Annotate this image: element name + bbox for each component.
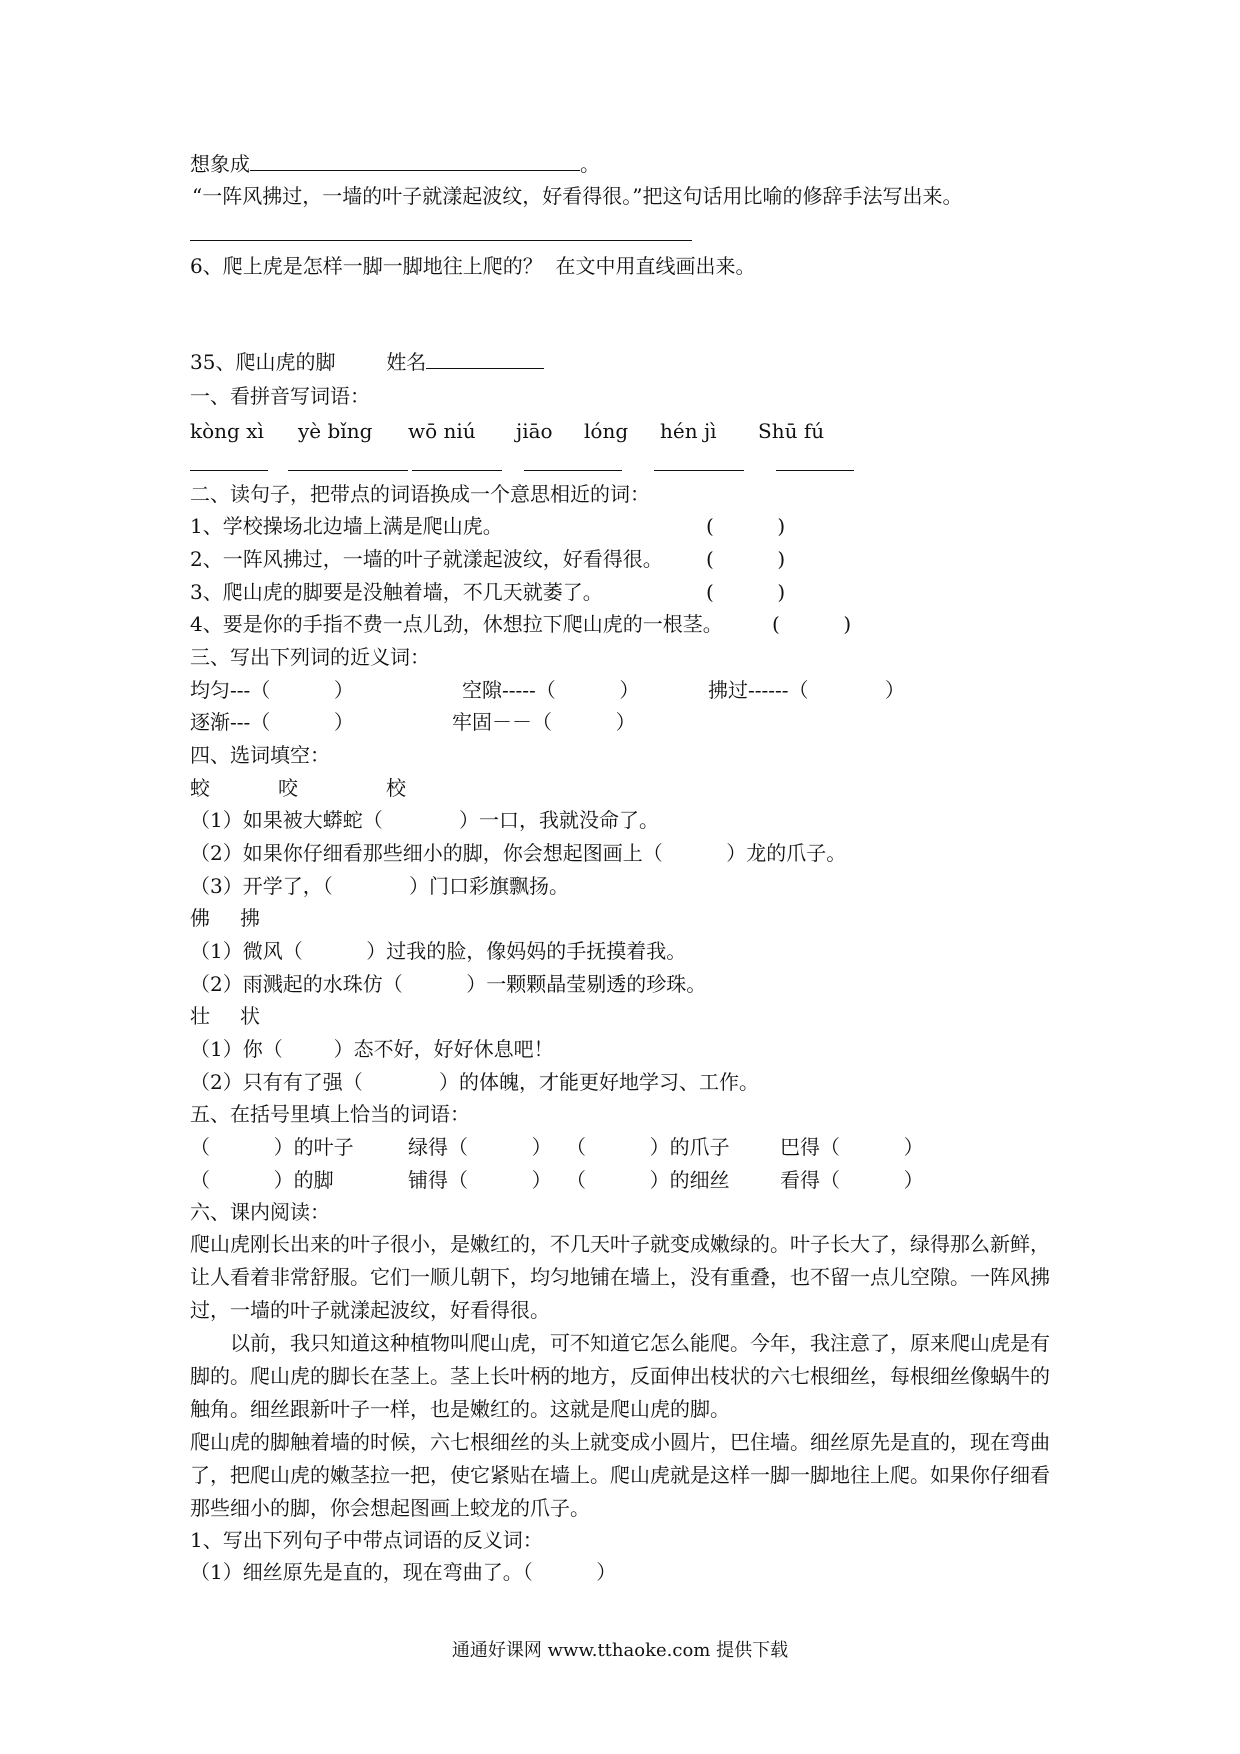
imagine-prefix: 想象成 — [190, 152, 250, 176]
s2-item-4: 4、要是你的手指不费一点儿劲，休想拉下爬山虎的一根茎。 — [190, 612, 723, 636]
metaphor-task: “一阵风拂过，一墙的叶子就漾起波纹，好看得很。”把这句话用比喻的修辞手法写出来。 — [192, 184, 963, 208]
s4-g3-word-2: 状 — [240, 1004, 260, 1028]
pinyin-6: hén jì — [660, 419, 717, 443]
s2-item-3: 3、爬山虎的脚要是没触着墙，不几天就萎了。 — [190, 580, 603, 604]
pinyin-blank-6 — [776, 470, 854, 471]
footer: 通通好课网 www.tthaoke.com 提供下载 — [451, 1640, 789, 1661]
s5-r2-3: （ ）的细丝 — [566, 1168, 730, 1192]
s2-item-1: 1、学校操场北边墙上满是爬山虎。 — [190, 514, 503, 538]
s2-paren-4: ( ) — [772, 612, 852, 636]
s3-word-4: 逐渐---（ ） — [190, 710, 354, 734]
section-2-title: 二、读句子，把带点的词语换成一个意思相近的词： — [190, 482, 650, 506]
reading-question-1: 1、写出下列句子中带点词语的反义词： — [190, 1528, 543, 1552]
pinyin-1: kòng xì — [190, 419, 264, 443]
section-6-title: 六、课内阅读： — [190, 1200, 330, 1224]
pinyin-3: wō niú — [408, 419, 476, 443]
s4-g2-item-1: （1）微风（ ）过我的脸，像妈妈的手抚摸着我。 — [190, 939, 687, 963]
s5-r2-4: 看得（ ） — [780, 1168, 924, 1192]
imagine-line — [190, 150, 600, 178]
pinyin-5: lóng — [584, 419, 629, 443]
question-6: 6、爬上虎是怎样一脚一脚地往上爬的？ 在文中用直线画出来。 — [190, 254, 756, 278]
reading-passage — [190, 1228, 1060, 1525]
s5-r1-3: （ ）的爪子 — [566, 1135, 730, 1159]
passage-paragraph-1: 爬山虎刚长出来的叶子很小，是嫩红的，不几天叶子就变成嫩绿的。叶子长大了，绿得那么新鲜，让人看着非常舒服。它们一顺儿朝下，均匀地铺在墙上，没有重叠，也不留一点儿空隙。一阵风拂过，一墙的叶子就漾起波纹，好看得很。 — [190, 1232, 1050, 1322]
s2-item-2: 2、一阵风拂过，一墙的叶子就漾起波纹，好看得很。 — [190, 547, 663, 571]
reading-question-1-1: （1）细丝原先是直的，现在弯曲了。（ ） — [190, 1560, 617, 1584]
s5-r1-2: 绿得（ ） — [408, 1135, 552, 1159]
section-4-title: 四、选词填空： — [190, 743, 330, 767]
answer-line — [190, 240, 692, 241]
s4-g2-word-2: 拂 — [240, 906, 260, 930]
s4-g3-word-1: 壮 — [190, 1004, 210, 1028]
s4-g1-word-1: 蛟 — [190, 776, 210, 800]
s3-word-2: 空隙-----（ ） — [462, 678, 640, 702]
s4-g1-item-3: （3）开学了，（ ）门口彩旗飘扬。 — [190, 874, 570, 898]
name-blank — [426, 348, 544, 369]
pinyin-blank-3 — [412, 470, 502, 471]
passage-paragraph-2: 以前，我只知道这种植物叫爬山虎，可不知道它怎么能爬。今年，我注意了，原来爬山虎是有脚的。爬山虎的脚长在茎上。茎上长叶柄的地方，反面伸出枝状的六七根细丝，每根细丝像蜗牛的触角。细丝跟新叶子一样，也是嫩红的。这就是爬山虎的脚。 — [190, 1331, 1050, 1421]
s4-g2-word-1: 佛 — [190, 906, 210, 930]
section-3-title: 三、写出下列词的近义词： — [190, 645, 430, 669]
s3-word-1: 均匀---（ ） — [190, 678, 354, 702]
s5-r1-1: （ ）的叶子 — [190, 1135, 354, 1159]
s4-g1-word-2: 咬 — [278, 776, 298, 800]
s5-r2-1: （ ）的脚 — [190, 1168, 334, 1192]
s3-word-5: 牢固－－（ ） — [452, 710, 636, 734]
s3-word-3: 拂过------（ ） — [708, 678, 905, 702]
s4-g1-item-1: （1）如果被大蟒蛇（ ）一口，我就没命了。 — [190, 808, 660, 832]
section-5-title: 五、在括号里填上恰当的词语： — [190, 1102, 470, 1126]
s4-g3-item-2: （2）只有有了强（ ）的体魄，才能更好地学习、工作。 — [190, 1070, 760, 1094]
s4-g1-item-2: （2）如果你仔细看那些细小的脚，你会想起图画上（ ）龙的爪子。 — [190, 841, 847, 865]
lesson-title: 35、爬山虎的脚 — [190, 350, 336, 374]
s4-g1-word-3: 校 — [386, 776, 406, 800]
s5-r2-2: 铺得（ ） — [408, 1168, 552, 1192]
pinyin-4: jiāo — [516, 419, 553, 443]
imagine-suffix: 。 — [580, 152, 600, 176]
passage-paragraph-3: 爬山虎的脚触着墙的时候，六七根细丝的头上就变成小圆片，巴住墙。细丝原先是直的，现在弯曲了，把爬山虎的嫩茎拉一把，使它紧贴在墙上。爬山虎就是这样一脚一脚地往上爬。如果你仔细看那些细小的脚，你会想起图画上蛟龙的爪子。 — [190, 1430, 1050, 1520]
s4-g2-item-2: （2）雨溅起的水珠仿（ ）一颗颗晶莹剔透的珍珠。 — [190, 972, 707, 996]
pinyin-blank-1 — [190, 470, 268, 471]
answer-blank — [250, 150, 580, 171]
s4-g3-item-1: （1）你（ ）态不好，好好休息吧！ — [190, 1037, 554, 1061]
section-1-title: 一、看拼音写词语： — [190, 384, 370, 408]
s2-paren-2: ( ) — [706, 547, 786, 571]
pinyin-blank-4 — [524, 470, 622, 471]
pinyin-7: Shū fú — [758, 419, 825, 443]
lesson-header — [190, 348, 544, 376]
s2-paren-1: ( ) — [706, 514, 786, 538]
pinyin-blank-2 — [288, 470, 408, 471]
pinyin-blank-5 — [654, 470, 744, 471]
pinyin-2: yè bǐng — [298, 419, 373, 443]
s5-r1-4: 巴得（ ） — [780, 1135, 924, 1159]
name-label: 姓名 — [386, 350, 427, 374]
s2-paren-3: ( ) — [706, 580, 786, 604]
